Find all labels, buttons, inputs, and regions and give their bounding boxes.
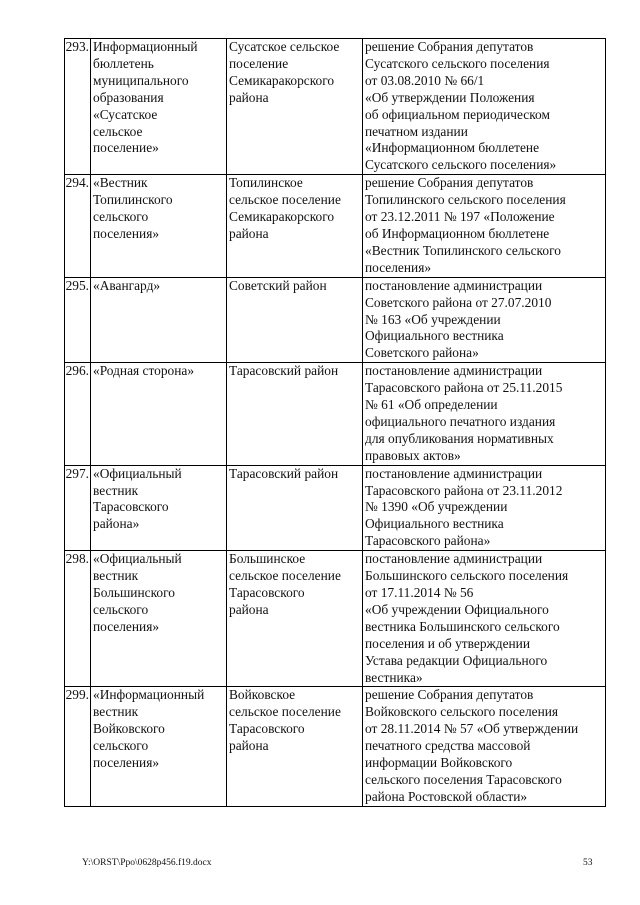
founding-document-line: Войковского сельского поселения [365,704,559,720]
publication-name-line: «Вестник [93,175,148,191]
municipality-line: Тарасовский район [229,363,339,379]
municipality-line: Сусатское сельское [229,39,340,54]
founding-document-line: от 17.11.2014 № 56 [365,585,474,600]
municipality-line: района [229,89,269,105]
municipality-line: Тарасовского [229,721,305,737]
publication-name-line: Информационный [93,39,198,54]
founding-document-line: Сусатского сельского поселения [365,55,550,71]
founding-document-line: «Вестник Топилинского сельского [365,242,561,258]
publication-name-line: сельского [93,209,149,225]
founding-document-line: решение Собрания депутатов [365,175,534,191]
row-number-cell: 295. [65,277,91,363]
publication-name-line: образования [93,89,164,105]
founding-document-line: поселения и об утверждении [365,635,531,651]
municipality-cell [227,551,363,687]
table-row [65,551,606,687]
publication-name-line: «Информационный [93,687,205,703]
founding-document-line: № 61 «Об определении [365,397,498,413]
founding-document-line: сельского поселения Тарасовского [365,771,562,787]
publication-name-line: сельского [93,738,149,754]
row-number-cell: 297. [65,465,91,551]
publication-name-cell [91,551,227,687]
municipality-cell [227,465,363,551]
publication-name-line: «Сусатское [93,106,158,122]
municipality-cell [227,687,363,806]
municipality-cell [227,363,363,465]
founding-document-line: правовых актов» [365,447,461,463]
publication-name-line: поселения» [93,618,160,634]
founding-document-line: решение Собрания депутатов [365,687,534,703]
founding-document-line: постановление администрации [365,277,543,293]
founding-document-line: Топилинского сельского поселения [365,192,566,208]
founding-document-line: об Информационном бюллетене [365,225,550,241]
publication-name-line: поселения» [93,755,160,771]
founding-document-line: постановление администрации [365,465,543,481]
municipality-cell [227,175,363,277]
founding-document-line: печатном издании [365,123,468,139]
founding-document-line: Тарасовского района от 23.11.2012 [365,482,563,498]
founding-document-line: от 23.12.2011 № 197 «Положение [365,209,555,225]
founding-document-cell [363,175,606,277]
municipality-line: района [229,225,269,241]
publication-name-line: вестник [93,704,139,720]
table-row [65,687,606,806]
publication-name-line: Топилинского [93,192,173,208]
publication-name-line: вестник [93,568,139,584]
table-row [65,363,606,465]
municipality-line: Войковское [229,687,296,703]
founding-document-line: Советского района» [365,345,479,361]
founding-document-line: информации Войковского [365,755,513,771]
municipality-line: Тарасовский район [229,465,339,481]
publication-name-line: «Авангард» [93,277,161,293]
founding-document-cell [363,363,606,465]
founding-document-line: Официального вестника [365,516,504,532]
founding-document-line: Сусатского сельского поселения» [365,157,557,173]
publication-name-line: «Официальный [93,551,182,567]
publication-name-line: поселения» [93,225,160,241]
publication-name-cell [91,465,227,551]
municipality-line: сельское поселение [229,704,341,720]
publication-name-line: вестник [93,482,139,498]
founding-document-cell [363,39,606,175]
publication-name-cell [91,277,227,363]
founding-document-line: от 03.08.2010 № 66/1 [365,72,485,88]
table-row [65,277,606,363]
founding-document-line: Устава редакции Официального [365,652,548,668]
founding-document-line: вестника» [365,669,423,685]
founding-document-line: района Ростовской области» [365,788,528,804]
row-number-cell: 294. [65,175,91,277]
municipality-cell [227,277,363,363]
founding-document-line: № 1390 «Об учреждении [365,499,508,515]
row-number-cell: 296. [65,363,91,465]
publication-name-line: Большинского [93,585,175,600]
publication-name-line: «Официальный [93,465,182,481]
municipality-line: сельское поселение [229,568,341,584]
publication-name-line: сельское [93,123,143,139]
municipality-cell [227,39,363,175]
publication-name-cell [91,363,227,465]
publication-name-line: бюллетень [93,55,154,71]
founding-document-cell [363,687,606,806]
founding-document-line: вестника Большинского сельского [365,618,560,634]
row-number-cell: 299. [65,687,91,806]
municipality-line: района [229,738,269,754]
registry-table [64,38,606,807]
publication-name-line: поселение» [93,140,159,156]
municipality-line: Советский район [229,277,327,293]
municipality-line: Большинское [229,551,306,567]
row-number-cell: 298. [65,551,91,687]
municipality-line: сельское поселение [229,192,341,208]
founding-document-line: Официального вестника [365,328,504,344]
founding-document-line: для опубликования нормативных [365,430,554,446]
registry-table-body [65,39,606,807]
publication-name-line: Тарасовского [93,499,169,515]
publication-name-cell [91,39,227,175]
founding-document-line: № 163 «Об учреждении [365,311,501,327]
row-number-cell: 293. [65,39,91,175]
footer-page-number: 53 [583,858,593,868]
municipality-line: района [229,601,269,617]
founding-document-line: Тарасовского района» [365,533,491,549]
founding-document-cell [363,465,606,551]
publication-name-line: сельского [93,601,149,617]
founding-document-line: об официальном периодическом [365,106,550,122]
founding-document-cell [363,551,606,687]
municipality-line: Семикаракорского [229,72,335,88]
publication-name-cell [91,175,227,277]
founding-document-line: «Информационном бюллетене [365,140,540,156]
founding-document-line: Советского района от 27.07.2010 [365,294,552,310]
municipality-line: Тарасовского [229,585,305,600]
table-row [65,465,606,551]
publication-name-line: района» [93,516,140,532]
founding-document-line: официального печатного издания [365,413,556,429]
table-row [65,39,606,175]
founding-document-line: поселения» [365,259,432,275]
publication-name-line: «Родная сторона» [93,363,195,379]
table-row [65,175,606,277]
footer-file-path: Y:\ORST\Ppo\0628p456.f19.docx [82,858,212,868]
founding-document-line: решение Собрания депутатов [365,39,534,54]
municipality-line: поселение [229,55,289,71]
founding-document-cell [363,277,606,363]
founding-document-line: печатного средства массовой [365,738,531,754]
founding-document-line: «Об утверждении Положения [365,89,535,105]
founding-document-line: Большинского сельского поселения [365,568,569,584]
founding-document-line: от 28.11.2014 № 57 «Об утверждении [365,721,579,737]
founding-document-line: Тарасовского района от 25.11.2015 [365,380,563,396]
publication-name-line: муниципального [93,72,189,88]
founding-document-line: постановление администрации [365,551,543,567]
municipality-line: Топилинское [229,175,303,191]
municipality-line: Семикаракорского [229,209,335,225]
founding-document-line: постановление администрации [365,363,543,379]
founding-document-line: «Об учреждении Официального [365,601,549,617]
publication-name-line: Войковского [93,721,165,737]
publication-name-cell [91,687,227,806]
